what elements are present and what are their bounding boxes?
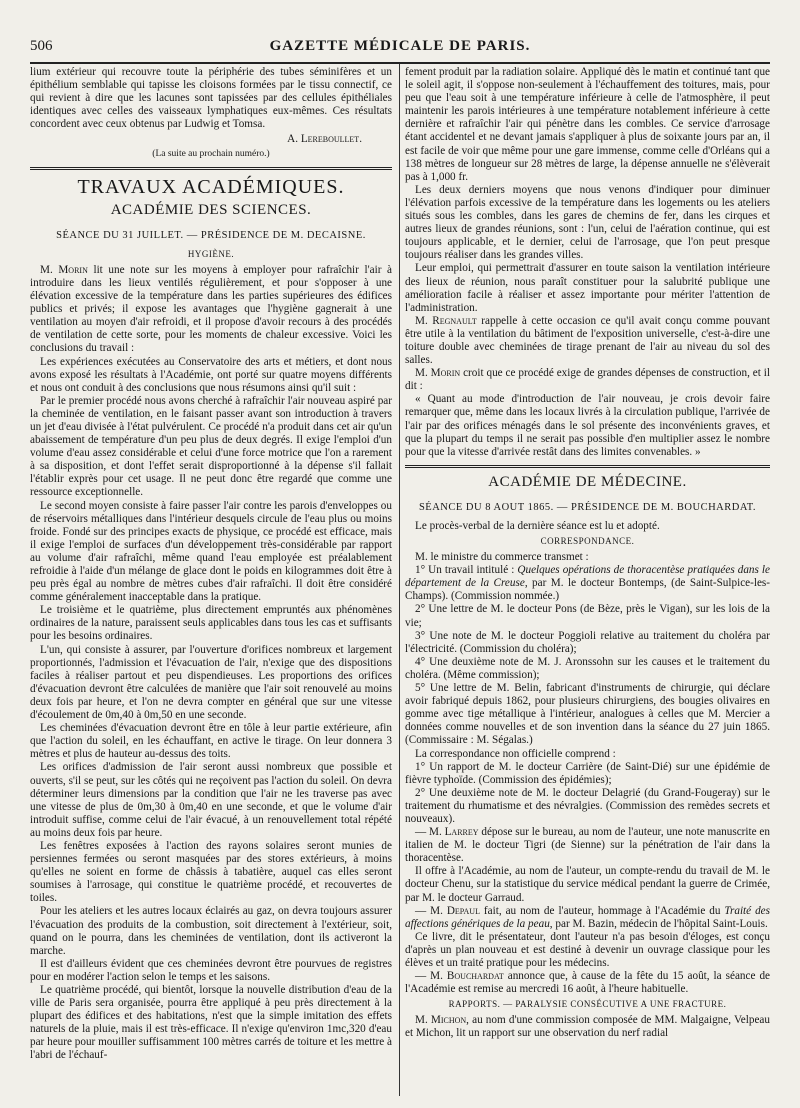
work-title: Quelques opérations de thoracentèse pratiquées dans le département de la Creuse — [405, 564, 770, 590]
section-heading: TRAVAUX ACADÉMIQUES. — [77, 175, 345, 198]
paragraph: Les cheminées d'évacuation devront être en tôle à leur partie extérieure, afin que l'action du soleil, en les échauffant, en active le tirage. On leur donnera 3 mètres et plus de hauteur au-dessus des toits. — [30, 722, 392, 761]
paragraph: L'un, qui consiste à assurer, par l'ouverture d'orifices nombreux et largement proportionnés, l'admission et l'évacuation de l'air, n'exige que des dispositions faciles à réaliser partout et peu dispendieuses. Les proportions des orifices d'évacuation devront être calculées de manière que l'air soit renouvelé au moins deux fois par heure, et l'on ne devra compter en général que sur une vitesse d'écoulement de 0m,40 à 0m,50 en une seconde. — [30, 643, 392, 722]
header-rule — [30, 62, 770, 64]
session-heading: SÉANCE DU 8 AOUT 1865. — PRÉSIDENCE DE M. BOUCHARDAT. — [418, 501, 757, 513]
author-signature: A. Lereboullet. — [287, 133, 362, 146]
speaker-name: — M. Bouchardat — [415, 970, 504, 983]
paragraph: M. Michon, au nom d'une commission composée de MM. Malgaigne, Velpeau et Michon, lit un rapport sur une observation du nerf radial — [405, 1014, 770, 1040]
journal-title: GAZETTE MÉDICALE DE PARIS. — [269, 38, 531, 54]
paragraph: Les fenêtres exposées à l'action des rayons solaires seront munies de persiennes fermées ou seront masquées par des stores extérieurs, à moins qu'elles ne soient en forme de châssis à tabatière, auquel cas elles seront soumises à l'arrosage, qui constitue le quatrième procédé, et recouvertes de toiles. — [30, 839, 392, 905]
continuation-note: (La suite au prochain numéro.) — [152, 148, 270, 159]
subject-heading: RAPPORTS. — PARALYSIE CONSÉCUTIVE A UNE FRACTURE. — [448, 999, 727, 1010]
speaker-name: M. Morin — [415, 367, 461, 380]
paragraph: Le troisième et le quatrième, plus directement empruntés aux phénomènes ordinaires de la nature, paraissent seuls applicables dans tous les cas et suffisants pour les besoins ordinaires. — [30, 604, 392, 643]
academy-heading: ACADÉMIE DES SCIENCES. — [110, 201, 312, 218]
paragraph: M. Morin lit une note sur les moyens à employer pour rafraîchir l'air à introduire dans les lieux ventilés régulièrement, et pour s'opposer à une élévation excessive de la température dans les parties supérieures des édifices publics et privés; il expose les avantages que l'hygiène gagnerait à une ventilation au moyen d'air refroidi, et il propose d'avoir recours à des procédés de ventilation de cette sorte, pour les moments de chaleur excessive. Voici les conclusions du travail : — [30, 263, 392, 355]
academy-heading: ACADÉMIE DE MÉDECINE. — [488, 473, 687, 490]
subject-heading: HYGIÈNE. — [187, 248, 235, 259]
paragraph: Leur emploi, qui permettrait d'assurer en toute saison la ventilation intérieure des lieux de réunion, nous paraît constituer pour la salubrité publique une amélioration facile à réaliser et assez importante pour mériter l'attention de l'administration. — [405, 262, 770, 314]
speaker-name: M. Michon — [415, 1014, 467, 1027]
paragraph: Par le premier procédé nous avons cherché à rafraîchir l'air nouveau aspiré par la cheminée de ventilation, en le faisant passer avant son introduction à travers un jet d'eau divisée à l'état pulvérulent. Ce procédé n'a produit dans cet air qu'un abaissement de température d'un peu plus de deux degrés. Il exige l'emploi d'un volume d'eau assez considérable et celui d'une force motrice que l'on a rarement à sa disposition, et dont l'effet serait disproportionné à la dépense s'il fallait l'établir exprès pour cet usage. Il ne peut donc être regardé que comme une ressource exceptionnelle. — [30, 394, 392, 499]
paragraph: Ce livre, dit le présentateur, dont l'auteur n'a pas besoin d'éloges, est conçu d'après un plan nouveau et est destiné à devenir un ouvrage classique pour les élèves et un traité pratique pour les médecins. — [405, 930, 770, 969]
paragraph: — M. Bouchardat annonce que, à cause de la fête du 15 août, la séance de l'Académie est remise au mercredi 16 août, à l'heure habituelle. — [405, 970, 770, 996]
quotation: « Quant au mode d'introduction de l'air nouveau, je crois devoir faire remarquer que, même dans les locaux livrés à la circulation publique, l'arrivée de l'air par des orifices ménagés dans le sol présente des inconvénients graves, et que la plupart du temps il ne serait pas possible d'en multiplier assez le nombre pour que la vitesse d'arrivée restât dans des limites convenables. » — [405, 393, 770, 458]
speaker-name: M. Morin — [40, 263, 88, 276]
paragraph: 4° Une deuxième note de M. J. Aronssohn sur les causes et le traitement du choléra. (Même commission); — [405, 655, 770, 681]
paragraph: Le second moyen consiste à faire passer l'air contre les parois d'enveloppes ou de réservoirs métalliques dans l'intérieur desquels circule de l'eau plus ou moins froide. Fondé sur des principes exacts de physique, ce procédé est efficace, mais il exige l'emploi de surfaces d'un développement très-considérable par rapport au volume d'air rafraîchi, même quand l'eau employée est préalablement refroidie à l'aide d'un mélange de glace dont le poids en kilogrammes doit être à peu près égal au nombre de mètres cubes d'air rafraîchi. Il doit être considéré comme généralement inacceptable dans la pratique. — [30, 499, 392, 604]
paragraph: Pour les ateliers et les autres locaux éclairés au gaz, on devra toujours assurer l'évacuation des produits de la combustion, soit directement à l'extérieur, soit, quand on le pourra, dans les cheminées de ventilation, dont ils activeront la marche. — [30, 905, 392, 957]
paragraph: M. Regnault rappelle à cette occasion ce qu'il avait conçu comme pouvant être utile à la ventilation du bâtiment de l'exposition universelle, c'est-à-dire une toiture double avec cheminées de tirage prenant de l'air au niveau du sol des salles. — [405, 314, 770, 367]
session-heading: SÉANCE DU 31 JUILLET. — PRÉSIDENCE DE M. DECAISNE. — [56, 229, 366, 241]
paragraph: fement produit par la radiation solaire. Appliqué dès le matin et continué tant que le soleil agit, il s'oppose non-seulement à l'échauffement des toitures, mais, pour peu que l'eau soit à une température inférieure à celle de l'atmosphère, il peut maintenir les parois intérieures à une température notablement inférieure à cette dernière et rafraîchir l'air qui pénètre dans les combles. Ce service d'arrosage étant accidentel et ne devant jamais s'appliquer à plus de soixante jours par an, il est facile de voir que même pour une gare immense, comme celle d'Orléans qui a 138 mètres de longueur sur 28 mètres de large, la dépense annuelle ne s'élèverait pas à 1,000 fr. — [405, 66, 770, 183]
paragraph: lium extérieur qui recouvre toute la périphérie des tubes séminifères et un épithélium semblable qui tapisse les cloisons formées par le tissu connectif, ce qui revient à dire que les lacunes sont tapissées par des cellules épithéliales identiques avec celles des vaisseaux lymphatiques eux-mêmes. Ces résultats concordent avec ceux obtenus par Ludwig et Tomsa. — [30, 66, 392, 131]
paragraph: Les deux derniers moyens que nous venons d'indiquer pour diminuer l'élévation parfois excessive de la température dans les logements ou les ateliers situés sous les combles, dans les gares de chemins de fer, dans les cirques et autres lieux de grandes réunions, sont : l'un, celui de l'aération continue, qui est toujours applicable, et le dernier, celui de l'arrosage, que l'on peut presque toujours réaliser dans les grandes villes. — [405, 183, 770, 262]
paragraph: 2° Une deuxième note de M. le docteur Delagrié (du Grand-Fougeray) sur le traitement du rhumatisme et des névralgies. (Commission des remèdes secrets et nouveaux). — [405, 786, 770, 825]
paragraph: — M. Larrey dépose sur le bureau, au nom de l'auteur, une note manuscrite en italien de M. le docteur Tigri (de Sienne) sur la pénétration de l'air dans la thoracentèse. — [405, 826, 770, 865]
paragraph: Il est d'ailleurs évident que ces cheminées devront être pourvues de registres pour en modérer l'action selon le temps et les saisons. — [30, 957, 392, 983]
speaker-name: — M. Depaul — [415, 904, 480, 917]
paragraph: Il offre à l'Académie, au nom de l'auteur, un compte-rendu du travail de M. le docteur Chenu, sur la statistique du service médical pendant la guerre de Crimée, par M. le docteur Garraud. — [405, 865, 770, 904]
right-column — [405, 66, 770, 1098]
paragraph: La correspondance non officielle comprend : — [415, 747, 616, 760]
left-column — [30, 66, 392, 1098]
work-title: Traité des affections génériques de la peau — [405, 904, 770, 930]
running-header — [30, 38, 770, 60]
section-rule — [30, 167, 392, 170]
paragraph: — M. Depaul fait, au nom de l'auteur, hommage à l'Académie du Traité des affections génériques de la peau, par M. Bazin, médecin de l'hôpital Saint-Louis. — [405, 904, 770, 930]
page-number: 506 — [30, 38, 53, 54]
section-rule — [405, 465, 770, 468]
speaker-name: — M. Larrey — [415, 826, 479, 839]
paragraph: 5° Une lettre de M. Belin, fabricant d'instruments de chirurgie, qui déclare avoir fabriqué depuis 1862, pour plusieurs chirurgiens, des bougies olivaires en gomme avec tige métallique à l'intérieur, analogues à celles que M. Mercier a données comme nouvelles et de son invention dans la séance du 27 juin 1865. (Commissaire : M. Ségalas.) — [405, 682, 770, 747]
speaker-name: M. Regnault — [415, 314, 477, 327]
paragraph: M. Morin croit que ce procédé exige de grandes dépenses de construction, et il dit : — [405, 367, 770, 393]
paragraph: 1° Un travail intitulé : Quelques opérations de thoracentèse pratiquées dans le département de la Creuse, par M. le docteur Bontemps, (de Saint-Sulpice-les-Champs). (Commission nommée.) — [405, 564, 770, 603]
paragraph: Le procès-verbal de la dernière séance est lu et adopté. — [415, 519, 660, 532]
paragraph: 1° Un rapport de M. le docteur Carrière (de Saint-Dié) sur une épidémie de fièvre typhoïde. (Commission des épidémies); — [405, 760, 770, 786]
paragraph: 2° Une lettre de M. le docteur Pons (de Bèze, près le Vigan), sur les lois de la vie; — [405, 603, 770, 629]
subject-heading: CORRESPONDANCE. — [540, 536, 635, 546]
column-separator — [399, 64, 400, 1096]
paragraph: Les orifices d'admission de l'air seront aussi nombreux que possible et ouverts, s'il se peut, sur les côtés qui ne reçoivent pas l'action du soleil. On devra déterminer leurs dimensions par la condition que l'air ne les traverse pas avec une vitesse de plus de 0m,30 à 0m,40 en une seconde, et que le volume d'air introduit suffise, comme celui de l'air évacué, à un renouvellement total répété au moins deux fois par heure. — [30, 761, 392, 839]
paragraph: Les expériences exécutées au Conservatoire des arts et métiers, et dont nous avons exposé les résultats à l'Académie, ont porté sur quatre moyens différents et nous ont conduit à des conclusions que nous résumons ainsi qu'il suit : — [30, 355, 392, 394]
paragraph: M. le ministre du commerce transmet : — [415, 551, 589, 564]
paragraph: 3° Une note de M. le docteur Poggioli relative au traitement du choléra par l'électricité. (Commission du choléra); — [405, 629, 770, 655]
paragraph: Le quatrième procédé, qui bientôt, lorsque la nouvelle distribution d'eau de la ville de Paris sera organisée, pourra être appliqué à peu près directement à la plupart des édifices et des habitations, n'est que la simple imitation des effets naturels de la pluie, mais il est très-efficace. Il n'exige qu'environ 1mc,320 d'eau par heure pour mouiller suffisamment 100 mètres carrés de toiture et les mettre à l'abri de l'échauf- — [30, 984, 392, 1062]
